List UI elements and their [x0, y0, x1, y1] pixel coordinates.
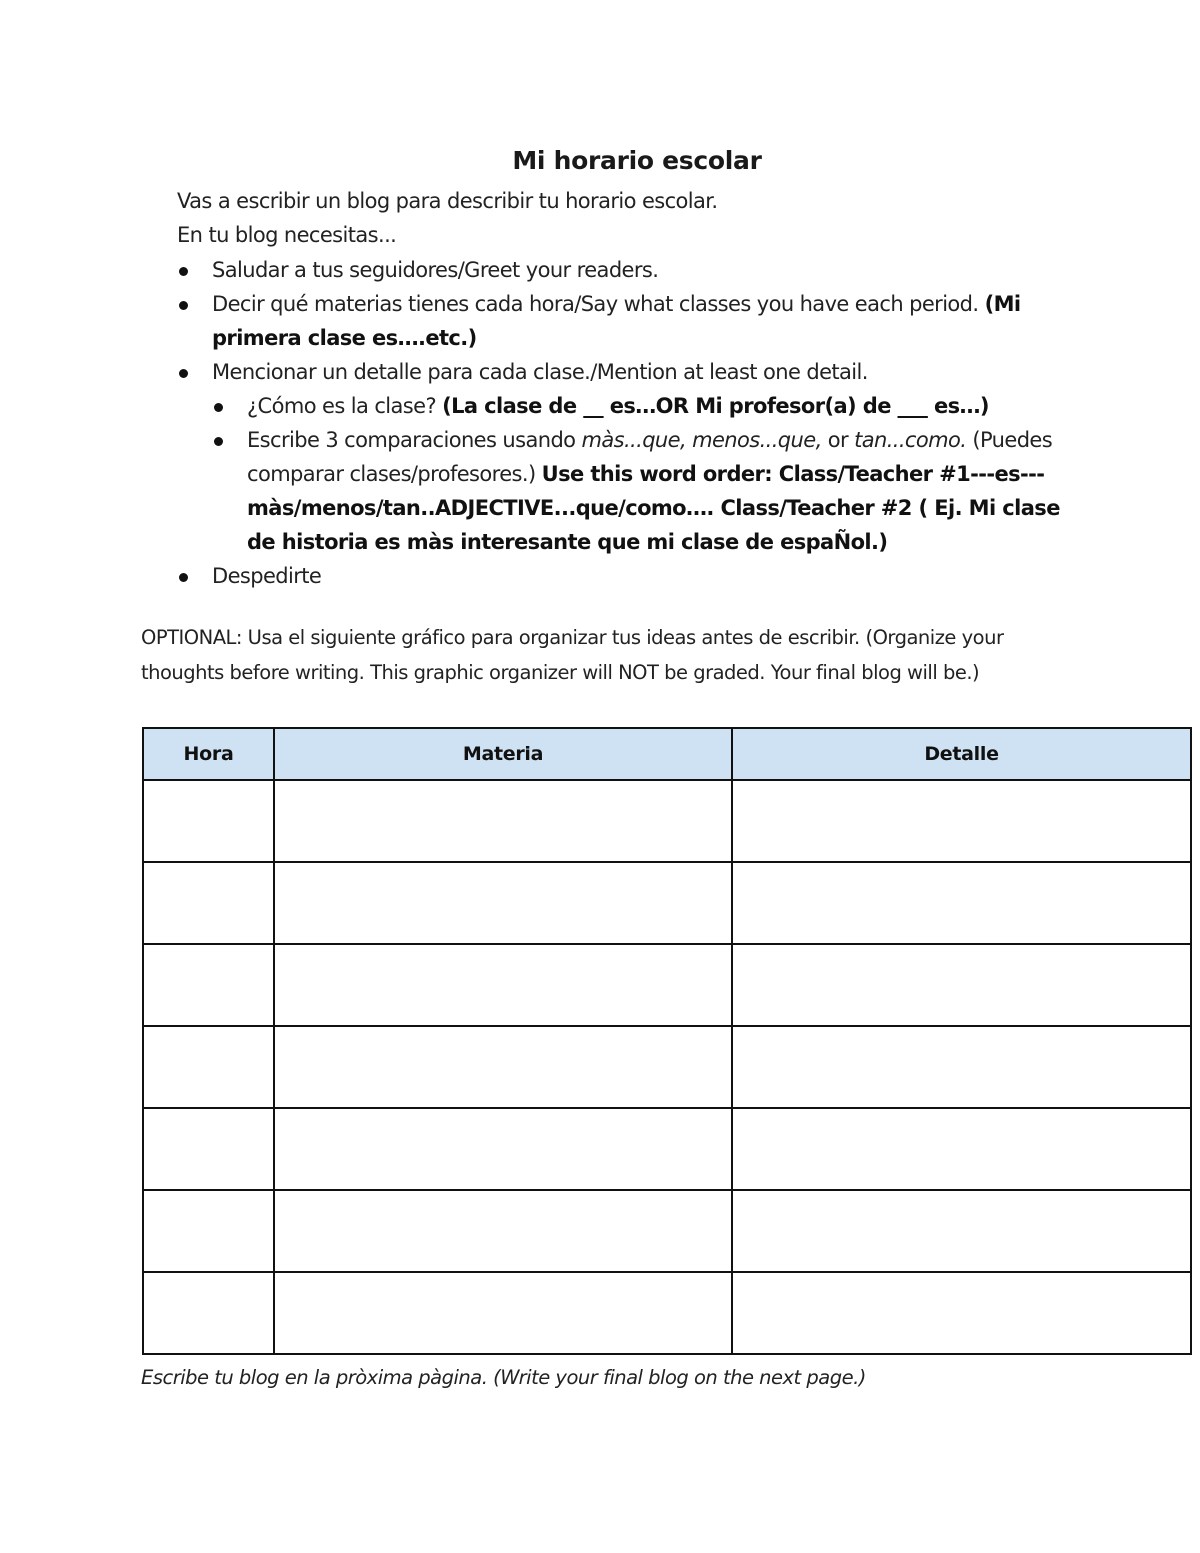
- bullet-icon: [179, 267, 188, 276]
- sub-comp-italic-2: tan...como.: [854, 428, 967, 452]
- intro-line-2: En tu blog necesitas...: [177, 223, 397, 247]
- hora-cell[interactable]: [143, 944, 274, 1026]
- header-detalle: Detalle: [732, 728, 1191, 780]
- sub-comp-text-2: or: [821, 428, 855, 452]
- table-row: [143, 862, 1191, 944]
- sublist-item-how: [212, 389, 1077, 423]
- detalle-cell[interactable]: [732, 1190, 1191, 1272]
- materia-cell[interactable]: [274, 1108, 732, 1190]
- table-header-row: [143, 728, 1191, 780]
- intro-line-1: Vas a escribir un blog para describir tu horario escolar.: [177, 189, 718, 213]
- sub-comp-italic-1: màs...que, menos...que,: [581, 428, 822, 452]
- footer-note: Escribe tu blog en la pròxima pàgina. (Write your final blog on the next page.): [141, 1366, 866, 1389]
- item-greet-text: Saludar a tus seguidores/Greet your readers.: [212, 258, 659, 282]
- table-row: [143, 1026, 1191, 1108]
- table-row: [143, 1190, 1191, 1272]
- detalle-cell[interactable]: [732, 944, 1191, 1026]
- hora-cell[interactable]: [143, 1190, 274, 1272]
- hora-cell[interactable]: [143, 862, 274, 944]
- page-title: Mi horario escolar: [512, 146, 762, 175]
- table-body: [143, 780, 1191, 1354]
- table-row: [143, 944, 1191, 1026]
- materia-cell[interactable]: [274, 944, 732, 1026]
- graphic-organizer-table: [142, 727, 1192, 1355]
- list-item-goodbye: [177, 559, 1077, 593]
- materia-cell[interactable]: [274, 1026, 732, 1108]
- header-hora: Hora: [143, 728, 274, 780]
- materia-cell[interactable]: [274, 1272, 732, 1354]
- list-item-greet: [177, 253, 1077, 287]
- hora-cell[interactable]: [143, 1026, 274, 1108]
- optional-note: OPTIONAL: Usa el siguiente gráfico para organizar tus ideas antes de escribir. (Organize your thoughts before writing. This graphic organizer will NOT be graded. Your final blog will be.): [141, 626, 1004, 684]
- bullet-icon: [214, 437, 223, 446]
- sub-comp-text-3: (Puedes comparar clases/profesores.): [247, 428, 1053, 486]
- detalle-cell[interactable]: [732, 862, 1191, 944]
- sub-how-example: (La clase de __ es…OR Mi profesor(a) de ___ es…): [442, 394, 989, 418]
- materia-cell[interactable]: [274, 1190, 732, 1272]
- hora-cell[interactable]: [143, 1272, 274, 1354]
- detalle-cell[interactable]: [732, 1108, 1191, 1190]
- item-goodbye-text: Despedirte: [212, 564, 322, 588]
- table-row: [143, 1108, 1191, 1190]
- item-classes-text: Decir qué materias tienes cada hora/Say what classes you have each period.: [212, 292, 985, 316]
- detalle-cell[interactable]: [732, 1272, 1191, 1354]
- list-item-classes: [177, 287, 1077, 355]
- hora-cell[interactable]: [143, 1108, 274, 1190]
- detail-sublist: [212, 389, 1077, 559]
- table-row: [143, 1272, 1191, 1354]
- bullet-icon: [179, 573, 188, 582]
- hora-cell[interactable]: [143, 780, 274, 862]
- materia-cell[interactable]: [274, 780, 732, 862]
- detalle-cell[interactable]: [732, 780, 1191, 862]
- header-materia: Materia: [274, 728, 732, 780]
- sub-comp-text-1: Escribe 3 comparaciones usando: [247, 428, 582, 452]
- detalle-cell[interactable]: [732, 1026, 1191, 1108]
- item-classes-example: (Mi primera clase es….etc.): [212, 292, 1021, 350]
- requirements-list: [177, 253, 1077, 593]
- bullet-icon: [179, 301, 188, 310]
- sub-how-text: ¿Cómo es la clase?: [247, 394, 443, 418]
- list-item-detail: [177, 355, 1077, 559]
- materia-cell[interactable]: [274, 862, 732, 944]
- sub-comp-word-order: Use this word order: Class/Teacher #1---es---màs/menos/tan..ADJECTIVE...que/como…. Class/Teacher #2 ( Ej. Mi clase de historia es màs interesante que mi clase de espaÑol.): [247, 462, 1060, 554]
- sublist-item-comparisons: [212, 423, 1077, 559]
- bullet-icon: [179, 369, 188, 378]
- item-detail-text: Mencionar un detalle para cada clase./Mention at least one detail.: [212, 360, 868, 384]
- table-row: [143, 780, 1191, 862]
- bullet-icon: [214, 403, 223, 412]
